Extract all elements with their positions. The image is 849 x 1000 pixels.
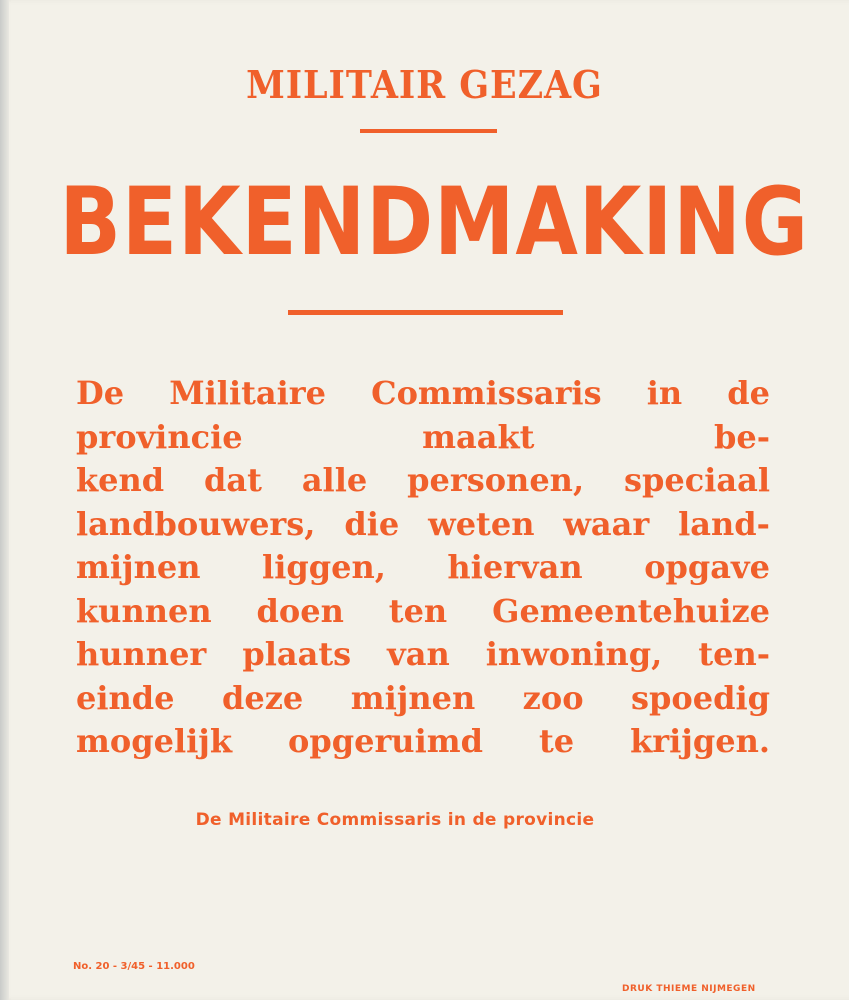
announcement-body — [76, 372, 770, 764]
body-line — [76, 677, 770, 721]
body-word: ten — [388, 591, 448, 630]
printer-credit: DRUK THIEME NIJMEGEN — [622, 984, 756, 994]
body-word: provincie — [76, 417, 243, 456]
body-word: plaats — [242, 635, 352, 673]
body-word: die — [344, 504, 400, 543]
body-word: weten — [428, 504, 535, 543]
body-word: personen, — [407, 461, 585, 499]
body-word: de — [727, 374, 770, 412]
body-word: De — [76, 374, 125, 412]
body-word: hiervan — [447, 548, 583, 586]
header-rule — [360, 129, 497, 133]
body-word: spoedig — [631, 678, 770, 717]
body-word: in — [646, 374, 683, 412]
body-word: landbouwers, — [76, 504, 316, 543]
body-word: maakt — [422, 417, 535, 456]
body-word: liggen, — [262, 548, 386, 586]
body-word: mijnen — [76, 548, 201, 586]
body-word: alle — [301, 461, 368, 499]
body-word: van — [387, 635, 450, 673]
body-word: land- — [678, 504, 770, 543]
body-line — [76, 590, 770, 634]
body-word: dat — [204, 461, 262, 499]
body-word: kend — [76, 461, 165, 499]
body-word: waar — [563, 504, 650, 543]
paper-edge — [0, 0, 9, 1000]
body-word: kunnen — [76, 591, 212, 630]
body-line — [76, 416, 770, 460]
poster-header: MILITAIR GEZAG — [246, 62, 603, 107]
body-word: be- — [713, 417, 770, 456]
body-word: speciaal — [623, 461, 770, 499]
signature-line: De Militaire Commissaris in de provincie — [195, 810, 595, 830]
poster-title: BEKENDMAKING — [59, 168, 809, 277]
body-word: krijgen. — [630, 722, 770, 760]
body-word: opgave — [644, 548, 770, 586]
body-line — [76, 459, 770, 503]
print-number: No. 20 - 3/45 - 11.000 — [73, 961, 195, 972]
body-line — [76, 503, 770, 547]
body-line — [76, 720, 770, 764]
body-line — [76, 633, 770, 677]
body-word: te — [538, 722, 575, 760]
body-word: ten- — [698, 635, 770, 673]
body-line — [76, 546, 770, 590]
title-rule — [288, 310, 563, 315]
body-word: mogelijk — [76, 722, 232, 760]
body-word: deze — [221, 678, 304, 717]
body-word: hunner — [76, 635, 207, 673]
body-word: Commissaris — [371, 374, 602, 412]
body-word: doen — [256, 591, 344, 630]
body-word: inwoning, — [485, 635, 663, 673]
body-word: opgeruimd — [287, 722, 483, 760]
body-line — [76, 372, 770, 416]
body-word: mijnen — [350, 678, 476, 717]
body-word: zoo — [522, 678, 584, 717]
body-word: Militaire — [169, 374, 326, 412]
body-word: Gemeentehuize — [492, 591, 770, 630]
body-word: einde — [76, 678, 175, 717]
